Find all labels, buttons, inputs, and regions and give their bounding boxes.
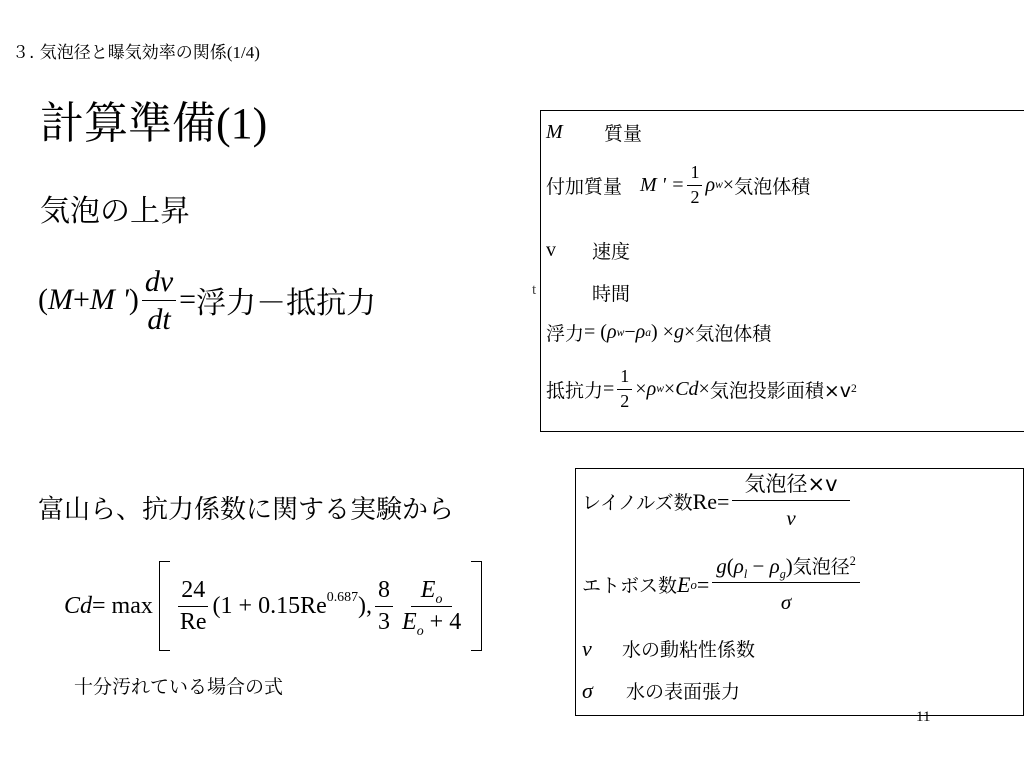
- rho-symbol: ρ: [646, 377, 657, 400]
- cd-paren-open: (1 + 0.15Re: [212, 592, 327, 619]
- def-added-mass-tail: 気泡体積: [734, 175, 811, 198]
- def-reynolds-label: レイノルズ数: [582, 492, 693, 515]
- bubble-diameter-text: 気泡径: [792, 556, 850, 578]
- eq-derivative: [142, 265, 176, 336]
- equals-max: = max: [92, 592, 153, 619]
- def-buoyancy-tail: 気泡体積: [695, 323, 772, 345]
- slide-header: [12, 38, 260, 63]
- def-buoyancy-label: 浮力: [546, 323, 585, 345]
- fraction-num: 1: [617, 367, 632, 390]
- def-eotvos-symbol: E: [677, 571, 691, 597]
- def-kinematic-viscosity-label: 水の動粘性係数: [622, 639, 756, 661]
- def-reynolds-fraction: [732, 473, 849, 530]
- def-mass-label: 質量: [604, 123, 643, 145]
- header-title-suffix: (1/4): [226, 43, 260, 62]
- eq-rhs: 浮力－抵抗力: [196, 286, 377, 321]
- eq-paren-open: (: [38, 283, 48, 316]
- eq-paren-close: ): [128, 283, 139, 316]
- eq-mass: M: [48, 283, 73, 316]
- rho-symbol: ρ: [705, 173, 716, 196]
- cd-fraction-24: [177, 577, 210, 635]
- fraction-num: [712, 555, 860, 583]
- cd-fraction-eo: [399, 577, 464, 639]
- def-buoyancy: 浮力 = ( ρ w − ρ a ) × g × 気泡体積: [546, 321, 772, 345]
- eo-symbol: E: [402, 608, 417, 635]
- def-time-symbol: t: [546, 281, 552, 303]
- fraction-den: [399, 607, 464, 639]
- rho-l: ρ: [733, 554, 744, 578]
- nu-symbol: ν: [582, 635, 592, 661]
- rho-g-sub: g: [779, 567, 786, 582]
- gravity-symbol: g: [673, 321, 684, 343]
- definitions-box: [540, 110, 1024, 432]
- dirty-condition-note: 十分汚れている場合の式: [74, 676, 284, 698]
- def-drag-tail: 気泡投影面積×v: [709, 379, 851, 402]
- rho-a: ρ: [635, 321, 646, 343]
- times-sign: ×: [635, 377, 647, 400]
- def-drag-fraction: [617, 367, 632, 412]
- stray-time-symbol: t: [532, 282, 537, 298]
- fraction-num: 8: [375, 577, 393, 606]
- header-title-text: ３. 気泡径と曝気効率の関係: [12, 43, 227, 63]
- fraction-den: ν: [786, 506, 796, 531]
- minus-sign: −: [747, 554, 770, 578]
- def-mass: [546, 119, 642, 146]
- equals-open: = (: [584, 321, 607, 343]
- def-time: [546, 279, 630, 306]
- times-sign: ×: [698, 377, 710, 400]
- def-mass-symbol: M: [546, 121, 563, 143]
- def-drag-label: 抵抗力: [546, 379, 604, 402]
- def-reynolds-symbol: Re: [692, 488, 718, 514]
- eq-added-mass: M ': [89, 283, 129, 316]
- def-velocity-symbol: v: [546, 239, 556, 261]
- drag-coefficient: Cd: [675, 377, 699, 400]
- fraction-den: 3: [378, 608, 391, 635]
- times-sign: ×: [663, 377, 676, 400]
- left-bracket: [159, 561, 170, 651]
- rho-g: ρ: [769, 554, 780, 578]
- def-eotvos: エトボス数 E o = $\frac{g(\rho_l - \rho_g)気泡径^2}{\sigma}$: [582, 555, 863, 614]
- eq-derivative-den: dt: [147, 302, 171, 336]
- equation-of-motion: [38, 255, 376, 345]
- equals-sign: =: [717, 488, 730, 514]
- def-surface-tension-label: 水の表面張力: [626, 681, 741, 703]
- def-eotvos-fraction: [712, 555, 860, 614]
- eq-derivative-num: dv: [142, 265, 176, 301]
- def-added-mass-fraction: [687, 163, 702, 208]
- page-title: [40, 98, 268, 149]
- sigma-symbol: σ: [582, 677, 593, 703]
- squared-exponent: 2: [849, 554, 856, 568]
- cd-fraction-8-3: [375, 577, 393, 635]
- fraction-den: 2: [690, 186, 700, 207]
- page-title-number: (1): [216, 99, 268, 148]
- eq-equals: =: [179, 283, 197, 316]
- fraction-den: Re: [179, 608, 207, 635]
- cd-paren-close: ),: [358, 592, 373, 619]
- def-velocity: [546, 237, 630, 264]
- def-kinematic-viscosity: [582, 635, 755, 662]
- equals-sign: =: [696, 571, 710, 597]
- times-sign: ×: [722, 173, 735, 196]
- eo-subscript: o: [435, 591, 443, 607]
- def-added-mass-symbol: M ' =: [640, 173, 685, 196]
- cd-symbol: Cd: [64, 592, 93, 619]
- plus-four: + 4: [423, 608, 462, 635]
- minus-sign: −: [624, 321, 636, 343]
- eo-symbol: E: [420, 577, 436, 604]
- rho-l-sub: l: [743, 567, 748, 582]
- subheading-tomiyama: 富山ら、抗力係数に関する実験から: [38, 495, 455, 525]
- fraction-den: σ: [780, 590, 792, 615]
- eo-subscript: o: [416, 623, 424, 639]
- page-number: 11: [916, 709, 931, 725]
- fraction-den: 2: [620, 390, 630, 411]
- fraction-num: 気泡径×v: [732, 473, 849, 501]
- times-sign: ×: [683, 321, 696, 343]
- rho-w: ρ: [606, 321, 617, 343]
- close-times: ) ×: [651, 321, 674, 343]
- fraction-num: [411, 577, 453, 606]
- eq-plus: +: [73, 283, 90, 316]
- paren-open: (: [726, 554, 734, 578]
- subheading-bubble-rise: 気泡の上昇: [40, 194, 190, 229]
- dimensionless-box: [575, 468, 1024, 716]
- def-time-label: 時間: [592, 283, 631, 305]
- def-added-mass-label: 付加質量: [546, 175, 623, 198]
- drag-coefficient-formula: Cd = max $\frac{24}{Re}$ (1 + 0.15Re $^{0.687}$ ), $\frac{8}{3}$ $\frac{E_o}{E_o + 4}$: [64, 558, 482, 654]
- def-drag: 抵抗力 = $\frac{1}{2}$ × ρ w × Cd × 気泡投影面積×v 2: [546, 366, 857, 411]
- paren-close: ): [785, 554, 793, 578]
- def-surface-tension: [582, 677, 740, 704]
- def-added-mass: 付加質量 M ' = $\frac{1}{2}$ ρ w × 気泡体積: [546, 162, 811, 207]
- def-eotvos-label: エトボス数: [582, 575, 678, 598]
- right-bracket: [471, 561, 482, 651]
- page-title-text: 計算準備: [40, 98, 216, 149]
- equals-sign: =: [603, 377, 615, 400]
- fraction-num: 1: [687, 163, 702, 186]
- gravity-symbol: g: [716, 554, 727, 578]
- fraction-num: 24: [178, 577, 208, 606]
- def-reynolds: [582, 473, 853, 530]
- def-velocity-label: 速度: [592, 241, 631, 263]
